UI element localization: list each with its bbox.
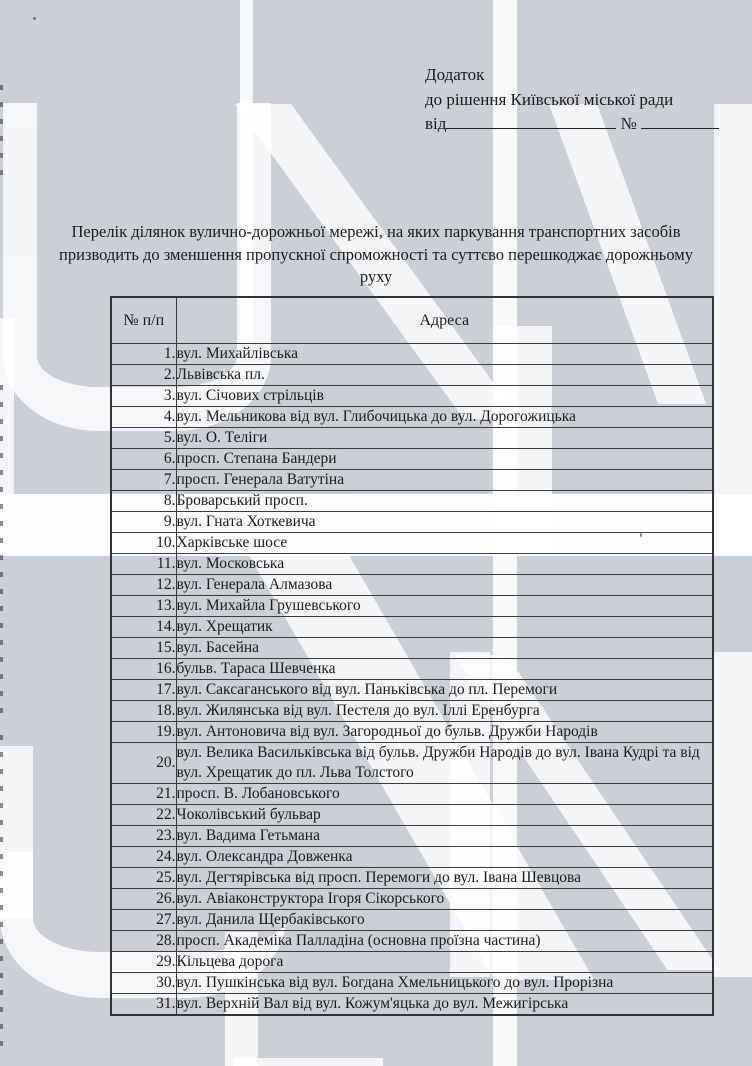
scan-edge-artifact — [0, 735, 3, 1055]
row-address: вул. Олександра Довженка — [176, 847, 713, 868]
row-number: 10. — [111, 533, 176, 554]
row-address: вул. Михайла Грушевського — [176, 596, 713, 617]
row-address: вул. Антоновича від вул. Загородньої до бульв. Дружби Народів — [176, 722, 713, 743]
row-number: 6. — [111, 449, 176, 470]
table-row — [111, 910, 713, 931]
table-row — [111, 701, 713, 722]
table-row — [111, 596, 713, 617]
table-row — [111, 575, 713, 596]
table-row — [111, 659, 713, 680]
table-row — [111, 931, 713, 952]
row-number: 22. — [111, 805, 176, 826]
scan-edge-artifact — [0, 385, 3, 725]
appendix-block — [425, 63, 719, 137]
watermark-letter-n-icon — [712, 652, 752, 977]
row-number: 5. — [111, 428, 176, 449]
row-number: 31. — [111, 994, 176, 1016]
table-row — [111, 952, 713, 973]
row-number: 25. — [111, 868, 176, 889]
row-address: вул. Гната Хоткевича — [176, 512, 713, 533]
row-number: 20. — [111, 743, 176, 784]
table-row — [111, 344, 713, 365]
table-row — [111, 407, 713, 428]
row-address: вул. Авіаконструктора Ігоря Сікорського — [176, 889, 713, 910]
row-number: 4. — [111, 407, 176, 428]
row-address: Львівська пл. — [176, 365, 713, 386]
watermark-fragment — [233, 1058, 383, 1066]
table-row — [111, 722, 713, 743]
document-title: Перелік ділянок вулично-дорожньої мережі, на яких паркування транспортних засобів призводить до зменшення пропускної спроможності та суттєво перешкоджає дорожньому руху — [59, 222, 693, 286]
row-address: просп. Генерала Ватутіна — [176, 470, 713, 491]
table-row — [111, 868, 713, 889]
table-row — [111, 470, 713, 491]
column-header-address: Адреса — [176, 297, 713, 344]
row-address: вул. Верхній Вал від вул. Кожум'яцька до вул. Межигірська — [176, 994, 713, 1016]
row-number: 19. — [111, 722, 176, 743]
row-number: 28. — [111, 931, 176, 952]
column-header-number: № п/п — [111, 297, 176, 344]
row-address: бульв. Тараса Шевченка — [176, 659, 713, 680]
row-number: 16. — [111, 659, 176, 680]
row-address: Чоколівський бульвар — [176, 805, 713, 826]
table-row — [111, 512, 713, 533]
row-address: вул. Генерала Алмазова — [176, 575, 713, 596]
row-address: вул. Дегтярівська від просп. Перемоги до вул. Івана Шевцова — [176, 868, 713, 889]
table-row — [111, 617, 713, 638]
row-number: 3. — [111, 386, 176, 407]
row-address: Броварський просп. — [176, 491, 713, 512]
table-row — [111, 973, 713, 994]
row-number: 18. — [111, 701, 176, 722]
number-label: № — [620, 114, 637, 133]
table-row — [111, 994, 713, 1016]
table-row — [111, 491, 713, 512]
appendix-date-line — [425, 112, 719, 137]
row-number: 30. — [111, 973, 176, 994]
row-address: вул. Пушкінська від вул. Богдана Хмельницького до вул. Прорізна — [176, 973, 713, 994]
date-blank-line — [446, 113, 616, 129]
row-address: вул. Саксаганського від вул. Паньківська до пл. Перемоги — [176, 680, 713, 701]
row-address: вул. Жилянська від вул. Пестеля до вул. Іллі Еренбурга — [176, 701, 713, 722]
table-row — [111, 847, 713, 868]
row-number: 8. — [111, 491, 176, 512]
appendix-line-1: Додаток — [425, 65, 485, 84]
row-address: просп. Академіка Палладіна (основна проїзна частина) — [176, 931, 713, 952]
table-row — [111, 826, 713, 847]
row-address: вул. Басейна — [176, 638, 713, 659]
row-address: вул. Данила Щербаківського — [176, 910, 713, 931]
table-header-row — [111, 297, 713, 344]
watermark-letter-n-icon — [714, 104, 752, 556]
row-address: вул. Велика Васильківська від бульв. Дружби Народів до вул. Івана Кудрі та від вул. Хрещатик до пл. Льва Толстого — [176, 743, 713, 784]
table-row — [111, 638, 713, 659]
row-number: 23. — [111, 826, 176, 847]
row-number: 26. — [111, 889, 176, 910]
row-address: Харківське шосе — [176, 533, 713, 554]
table-row — [111, 386, 713, 407]
row-number: 13. — [111, 596, 176, 617]
row-number: 17. — [111, 680, 176, 701]
row-number: 29. — [111, 952, 176, 973]
row-address: вул. Хрещатик — [176, 617, 713, 638]
table-row — [111, 743, 713, 784]
row-address: вул. Січових стрільців — [176, 386, 713, 407]
appendix-line-2: до рішення Київської міської ради — [425, 89, 674, 109]
row-number: 11. — [111, 554, 176, 575]
row-address: вул. О. Теліги — [176, 428, 713, 449]
row-number: 21. — [111, 784, 176, 805]
row-address: вул. Московська — [176, 554, 713, 575]
row-number: 1. — [111, 344, 176, 365]
table-row — [111, 889, 713, 910]
row-address: вул. Михайлівська — [176, 344, 713, 365]
table-row — [111, 533, 713, 554]
date-label: від — [425, 114, 447, 133]
table-row — [111, 680, 713, 701]
table-row — [111, 784, 713, 805]
row-address: вул. Мельникова від вул. Глибочицька до вул. Дорогожицька — [176, 407, 713, 428]
scan-speck — [33, 17, 36, 20]
row-number: 9. — [111, 512, 176, 533]
row-number: 24. — [111, 847, 176, 868]
table-row — [111, 428, 713, 449]
row-number: 2. — [111, 365, 176, 386]
row-number: 12. — [111, 575, 176, 596]
row-address: просп. В. Лобановського — [176, 784, 713, 805]
table-row — [111, 805, 713, 826]
table-row — [111, 554, 713, 575]
number-blank-line — [641, 113, 719, 129]
scan-edge-artifact — [0, 85, 3, 180]
table-row — [111, 365, 713, 386]
row-number: 7. — [111, 470, 176, 491]
row-number: 14. — [111, 617, 176, 638]
row-address: вул. Вадима Гетьмана — [176, 826, 713, 847]
row-address: Кільцева дорога — [176, 952, 713, 973]
row-address: просп. Степана Бандери — [176, 449, 713, 470]
table-row — [111, 449, 713, 470]
row-number: 15. — [111, 638, 176, 659]
streets-table — [110, 296, 714, 1016]
row-number: 27. — [111, 910, 176, 931]
